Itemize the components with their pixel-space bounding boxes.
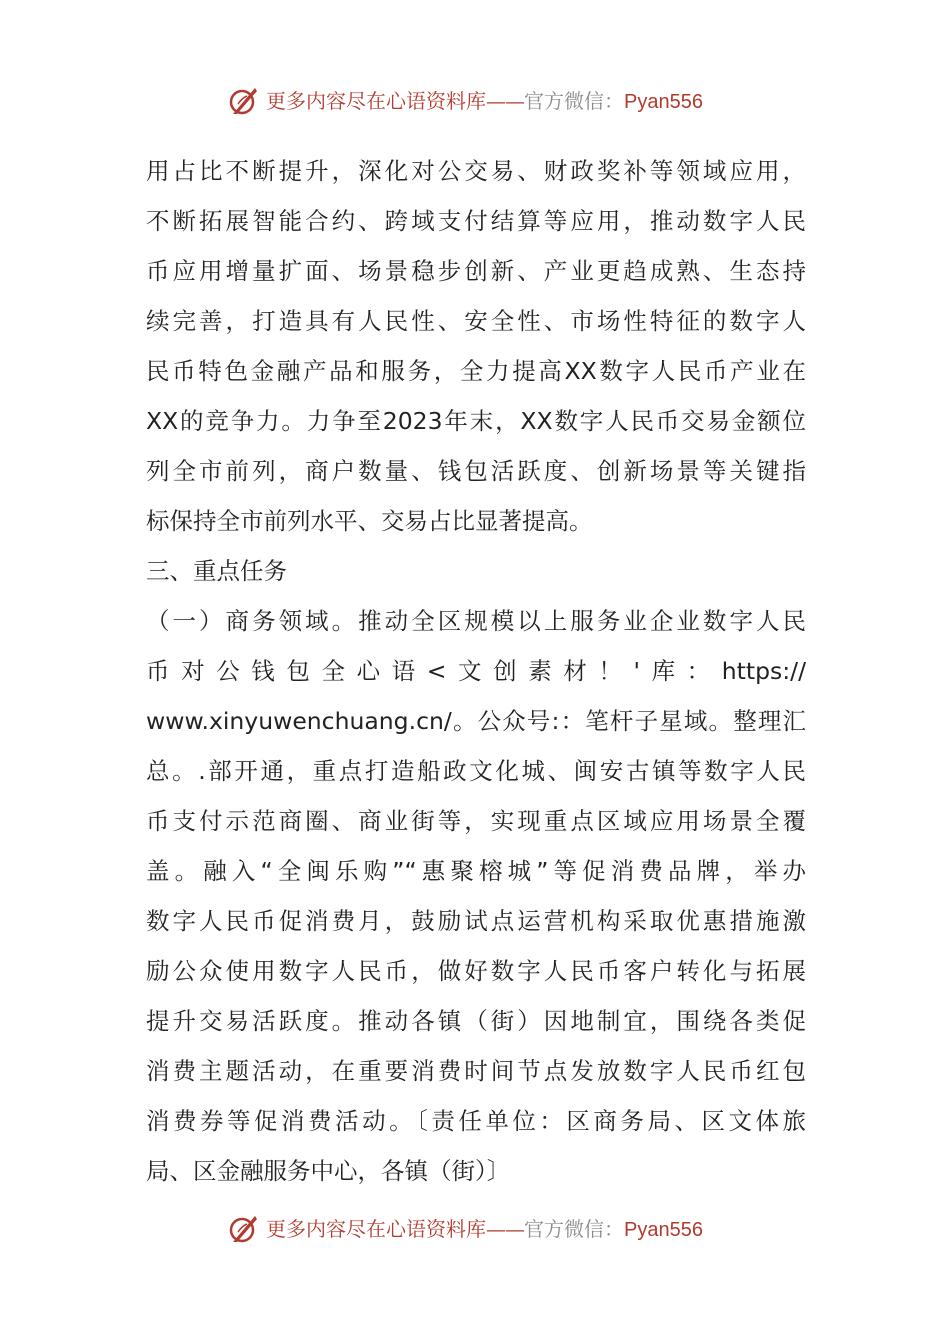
text-line: 提升交易活跃度。推动各镇（街）因地制宜，围绕各类促 [146, 1007, 806, 1035]
text-line: 消费券等促消费活动。〔责任单位：区商务局、区文体旅 [146, 1107, 806, 1135]
wechat-label: 官方微信： [524, 1217, 624, 1241]
banner-separator-2: — [505, 1217, 524, 1241]
quill-logo-icon [227, 84, 261, 118]
text-line: 币应用增量扩面、场景稳步创新、产业更趋成熟、生态持 [146, 257, 806, 285]
banner-text [266, 1216, 703, 1243]
wechat-id: Pyan556 [624, 1219, 703, 1241]
wechat-label: 官方微信： [524, 89, 624, 113]
text-line: www.xinyuwenchuang.cn/。公众号:：笔杆子星域。整理汇 [146, 707, 806, 735]
section-heading: 三、重点任务 [146, 557, 287, 585]
text-line: （一）商务领域。推动全区规模以上服务业企业数字人民 [146, 607, 806, 635]
text-line: 总。.部开通，重点打造船政文化城、闽安古镇等数字人民 [146, 757, 806, 785]
document-body [146, 146, 806, 1196]
wechat-id: Pyan556 [624, 91, 703, 113]
banner-separator: — [486, 89, 505, 113]
footer-banner [0, 1210, 950, 1250]
banner-slogan: 更多内容尽在心语资料库 [266, 89, 486, 113]
text-line: 局、区金融服务中心，各镇（街）〕 [146, 1157, 511, 1185]
text-line: 列全市前列，商户数量、钱包活跃度、创新场景等关键指 [146, 457, 806, 485]
text-line: 不断拓展智能合约、跨域支付结算等应用，推动数字人民 [146, 207, 806, 235]
banner-separator: — [486, 1217, 505, 1241]
text-line: 数字人民币促消费月，鼓励试点运营机构采取优惠措施激 [146, 907, 806, 935]
text-line: 盖。融入“全闽乐购”“惠聚榕城”等促消费品牌，举办 [146, 857, 806, 885]
text-line: 币对公钱包全心语<文创素材！'库：https:// [146, 657, 806, 685]
text-line: 消费主题活动，在重要消费时间节点发放数字人民币红包 [146, 1057, 806, 1085]
text-line: 标保持全市前列水平、交易占比显著提高。 [146, 507, 593, 535]
banner-text [266, 88, 703, 115]
banner-separator-2: — [505, 89, 524, 113]
quill-logo-icon [227, 1212, 261, 1246]
banner-slogan: 更多内容尽在心语资料库 [266, 1217, 486, 1241]
text-line: 民币特色金融产品和服务，全力提高XX数字人民币产业在 [146, 357, 806, 385]
text-line: 励公众使用数字人民币，做好数字人民币客户转化与拓展 [146, 957, 806, 985]
text-line: 用占比不断提升，深化对公交易、财政奖补等领域应用， [146, 157, 806, 185]
header-banner [0, 82, 950, 122]
text-line: 续完善，打造具有人民性、安全性、市场性特征的数字人 [146, 307, 806, 335]
text-line: 币支付示范商圈、商业街等，实现重点区域应用场景全覆 [146, 807, 806, 835]
text-line: XX的竞争力。力争至2023年末，XX数字人民币交易金额位 [146, 407, 806, 435]
